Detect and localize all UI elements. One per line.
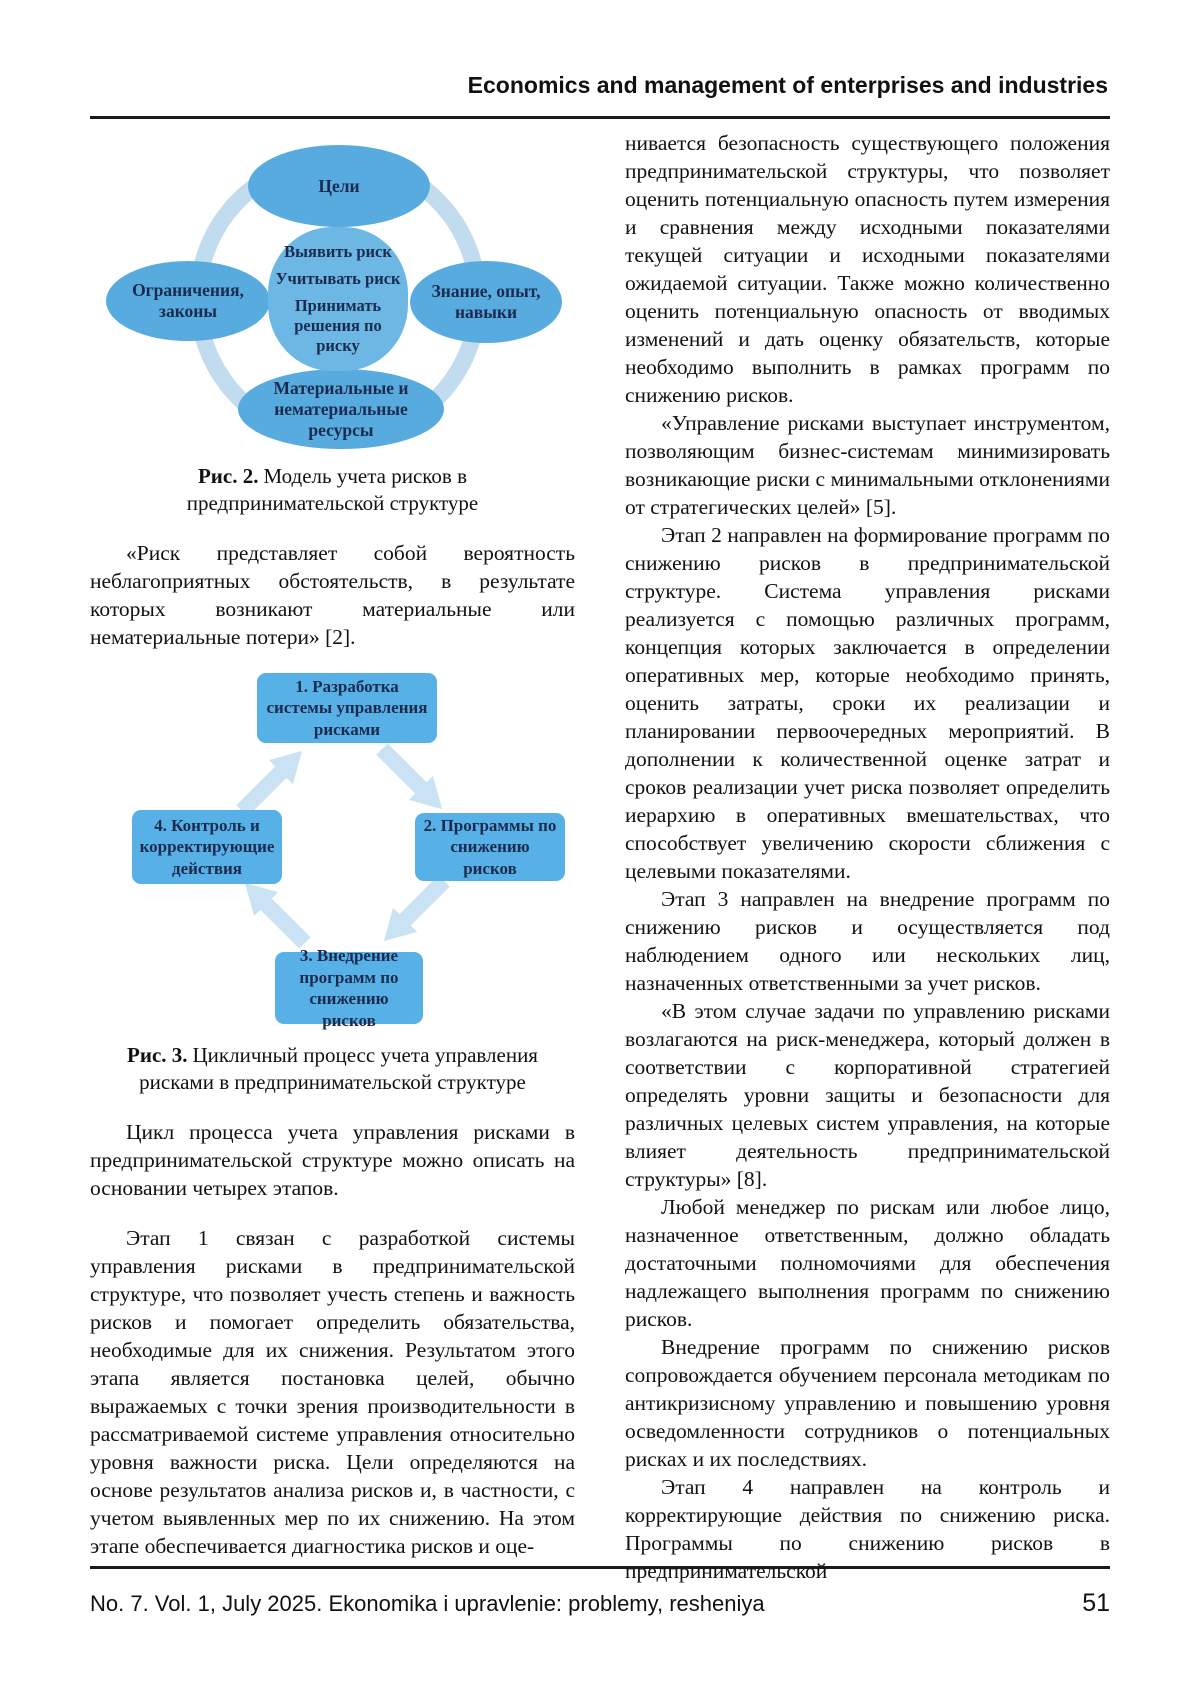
paragraph-risk-manager-quote: «В этом случае задачи по управлению рисками возлагаются на риск-менеджера, который должен в соответствии с корпоративной стратегией определять уровни защиты и безопасности для различных целевых систем управления, на которые влияет деятельность предпринимательской структуры» [8]. (625, 999, 1110, 1191)
step-3-implement-programs: 3. Внедрение программ по снижению рисков (275, 952, 423, 1024)
figure-3-cycle-diagram (90, 669, 575, 1030)
arrow-down-left-icon (372, 869, 456, 953)
running-head: Economics and management of enterprises and industries (467, 72, 1108, 98)
step-4-control-corrective-actions: 4. Контроль и корректирующие действия (132, 810, 282, 884)
paragraph-cycle-intro: Цикл процесса учета управления рисками в предпринимательской структуре можно описать на основании четырех этапов. (90, 1120, 575, 1200)
paragraph-any-manager: Любой менеджер по рискам или любое лицо, назначенное ответственным, должно обладать достаточными полномочиями для обеспечения надлежащего выполнения программ по снижению рисков. (625, 1195, 1110, 1331)
ellipse-restrictions-laws: Ограничения, законы (106, 261, 270, 341)
center-item-identify-risk: Выявить риск (284, 242, 392, 261)
paragraph-stage-3: Этап 3 направлен на внедрение программ по снижению рисков и осуществляется под наблюдением одного или нескольких лиц, назначенных ответственными за учет рисков. (625, 887, 1110, 995)
paragraph-stage-4: Этап 4 направлен на контроль и корректирующие действия по снижению риска. Программы по снижению рисков в предпринимательской (625, 1475, 1110, 1583)
page-footer (90, 1566, 1110, 1618)
paragraph-stage-1: Этап 1 связан с разработкой системы управления рисками в предпринимательской структуре, что позволяет учесть степень и важность рисков и помогает определить обязательства, необходимые для их снижения. Результатом этого этапа является постановка целей, обычно выражаемых с точки зрения производительности в рассматриваемой системе управления относительно уровня важности риска. Цели определяются на основе результатов анализа рисков и, в частности, с учетом выявленных мер по их снижению. На этом этапе обеспечивается диагностика рисков и оце- (90, 1226, 575, 1558)
ellipse-goals: Цели (248, 145, 430, 227)
paragraph-implementation-training: Внедрение программ по снижению рисков сопровождается обучением персонала методикам по антикризисному управлению и повышению уровня осведомленности сотрудников о потенциальных рисках и их последствиях. (625, 1335, 1110, 1471)
center-item-account-risk: Учитывать риск (275, 269, 401, 288)
figure-3-caption (98, 1042, 568, 1096)
center-item-make-decisions: Принимать решения по риску (294, 296, 382, 355)
header-rule (90, 116, 1110, 119)
figure-3-caption-label: Рис. 3. (127, 1043, 188, 1067)
left-column (90, 129, 575, 1585)
paragraph-stage1-continuation: нивается безопасность существующего положения предпринимательской структуры, что позволяет оценить потенциальную опасность путем измерения и сравнения между исходными показателями текущей ситуации и исходными показателями ожидаемой ситуации. Также можно количественно оценить потенциальную опасность от вводимых изменений и дать оценку обязательств, которые необходимо выполнить в рамках программ по снижению рисков. (625, 131, 1110, 407)
paragraph-management-quote: «Управление рисками выступает инструментом, позволяющим бизнес-системам минимизировать возникающие риски с минимальными отклонениями от стратегических целей» [5]. (625, 411, 1110, 519)
figure-2-caption-label: Рис. 2. (197, 464, 259, 488)
page-number: 51 (1082, 1589, 1110, 1617)
arrow-down-right-icon (370, 737, 454, 821)
journal-issue-line: No. 7. Vol. 1, July 2025. Ekonomika i upravlenie: problemy, resheniya (90, 1591, 765, 1616)
paragraph-risk-definition: «Риск представляет собой вероятность неблагоприятных обстоятельств, в результате которых возникают материальные или нематериальные потери» [2]. (90, 541, 575, 649)
ellipse-knowledge-skills: Знание, опыт, навыки (410, 261, 562, 343)
figure-3-caption-text: Цикличный процесс учета управления рисками в предпринимательской структуре (139, 1043, 538, 1094)
right-column (625, 129, 1110, 1585)
two-column-layout (90, 129, 1110, 1585)
step-1-develop-system: 1. Разработка системы управления рисками (257, 673, 437, 743)
paragraph-stage-2: Этап 2 направлен на формирование программ по снижению рисков в предпринимательской структуре. Система управления рисками реализуется с помощью различных программ, концепция которых заключается в определении оперативных мер, которые необходимо принять, оценить затраты, сроки их реализации и планировании первоочередных мероприятий. В дополнении к количественной оценке затрат и сроков реализации учет риска позволяет определить иерархию в оперативных вмешательствах, что способствует увеличению скорости сближения с целевыми показателями. (625, 523, 1110, 883)
figure-2-caption-text: Модель учета рисков в предпринимательской структуре (186, 464, 479, 515)
figure-2-caption (168, 463, 498, 517)
figure-2-risk-model-diagram (90, 131, 575, 453)
ellipse-resources: Материальные и нематериальные ресурсы (238, 369, 444, 449)
step-2-risk-reduction-programs: 2. Программы по снижению рисков (415, 813, 565, 881)
center-circle-risk-actions (268, 227, 408, 371)
